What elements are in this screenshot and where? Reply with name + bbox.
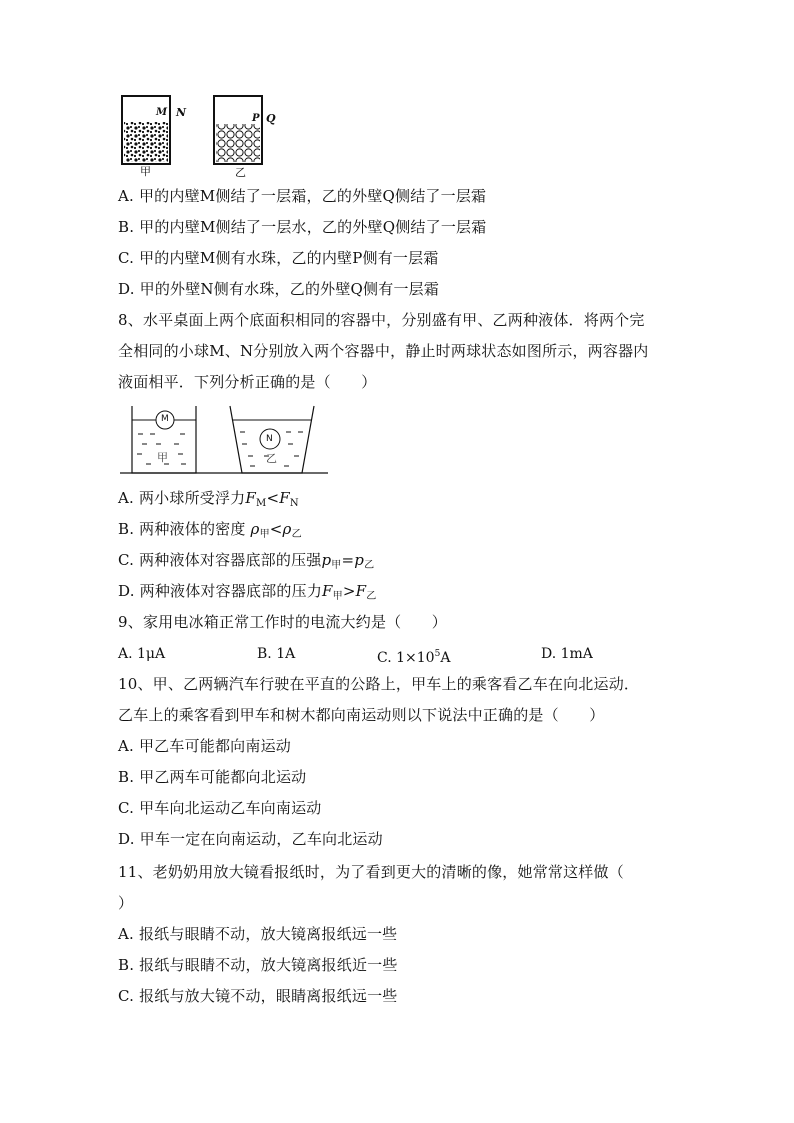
label-m: M bbox=[156, 107, 168, 118]
q8-d-rel: > bbox=[342, 582, 356, 600]
q9-c-base: C. 1×10 bbox=[377, 650, 435, 666]
q9-c-unit: A bbox=[440, 650, 451, 666]
q11-option-c: C. 报纸与放大镜不动，眼睛离报纸远一些 bbox=[118, 987, 398, 1005]
q9-option-c bbox=[377, 644, 450, 668]
q11-option-a: A. 报纸与眼睛不动，放大镜离报纸远一些 bbox=[118, 925, 398, 943]
label-n: N bbox=[176, 106, 187, 119]
q8-b-sub1: 甲 bbox=[259, 529, 270, 540]
q8-c-sub2: 乙 bbox=[364, 560, 375, 571]
q8-option-d bbox=[118, 581, 376, 607]
q9-c-exponent: 5 bbox=[434, 649, 441, 659]
ball-m-label: M bbox=[161, 414, 169, 424]
q8-b-text: B. 两种液体的密度 bbox=[118, 520, 246, 538]
q7-option-a: A. 甲的内壁M侧结了一层霜，乙的外壁Q侧结了一层霜 bbox=[118, 187, 487, 205]
q7-option-c: C. 甲的内壁M侧有水珠，乙的内壁P侧有一层霜 bbox=[118, 249, 439, 267]
q8-a-text: A. 两小球所受浮力 bbox=[118, 489, 246, 507]
q10-option-b: B. 甲乙两车可能都向北运动 bbox=[118, 768, 307, 786]
q10-option-c: C. 甲车向北运动乙车向南运动 bbox=[118, 799, 322, 817]
q11-stem-line-2: ） bbox=[118, 894, 134, 912]
q9-option-b: B. 1A bbox=[257, 646, 296, 662]
q8-option-c bbox=[118, 550, 374, 576]
q8-d-sym1: F bbox=[322, 582, 333, 600]
q7-option-b: B. 甲的内壁M侧结了一层水，乙的外壁Q侧结了一层霜 bbox=[118, 218, 487, 236]
q8-c-sym1: p bbox=[321, 551, 332, 569]
caption-jia: 甲 bbox=[140, 165, 151, 178]
q8-stem-line-2: 全相同的小球M、N分别放入两个容器中，静止时两球状态如图所示，两容器内 bbox=[118, 342, 649, 360]
q7-option-d: D. 甲的外壁N侧有水珠，乙的外壁Q侧有一层霜 bbox=[118, 280, 440, 298]
floating-balls-figure bbox=[118, 404, 330, 476]
q8-c-sym2: p bbox=[354, 551, 365, 569]
q8-a-sub2: N bbox=[289, 498, 299, 509]
q8-a-sym1: F bbox=[245, 489, 256, 507]
q10-option-a: A. 甲乙车可能都向南运动 bbox=[118, 737, 291, 755]
q8-c-text: C. 两种液体对容器底部的压强 bbox=[118, 551, 322, 569]
q10-stem-line-1: 10、甲、乙两辆汽车行驶在平直的公路上，甲车上的乘客看乙车在向北运动． bbox=[118, 675, 640, 693]
ball-n-label: N bbox=[266, 434, 273, 444]
q8-stem-line-1: 8、水平桌面上两个底面积相同的容器中，分别盛有甲、乙两种液体．将两个完 bbox=[118, 311, 645, 329]
q8-d-sub1: 甲 bbox=[332, 591, 343, 602]
q9-option-a: A. 1μA bbox=[118, 646, 166, 662]
q8-b-sym2: ρ bbox=[282, 520, 292, 538]
q8-b-sym1: ρ bbox=[250, 520, 260, 538]
q8-b-rel: < bbox=[269, 520, 283, 538]
q8-c-rel: = bbox=[341, 551, 355, 569]
q8-b-sub2: 乙 bbox=[291, 529, 302, 540]
q10-stem-line-2: 乙车上的乘客看到甲车和树木都向南运动则以下说法中正确的是（ ） bbox=[118, 706, 605, 724]
q8-option-a bbox=[118, 488, 299, 514]
liquid-jia-label: 甲 bbox=[157, 451, 168, 464]
caption-yi: 乙 bbox=[235, 166, 246, 179]
q9-stem: 9、家用电冰箱正常工作时的电流大约是（ ） bbox=[118, 613, 447, 631]
q8-a-rel: < bbox=[266, 489, 280, 507]
q10-option-d: D. 甲车一定在向南运动，乙车向北运动 bbox=[118, 830, 383, 848]
q8-d-sym2: F bbox=[355, 582, 367, 600]
q9-option-d: D. 1mA bbox=[541, 646, 593, 662]
label-p: P bbox=[252, 113, 260, 124]
q8-d-text: D. 两种液体对容器底部的压力 bbox=[118, 582, 323, 600]
q8-stem-line-3: 液面相平．下列分析正确的是（ ） bbox=[118, 373, 377, 391]
q8-a-sym2: F bbox=[279, 489, 290, 507]
q8-a-sub1: M bbox=[255, 498, 267, 509]
q8-d-sub2: 乙 bbox=[366, 591, 377, 602]
q8-c-sub1: 甲 bbox=[331, 560, 342, 571]
label-q: Q bbox=[266, 112, 276, 125]
q11-option-b: B. 报纸与眼睛不动，放大镜离报纸近一些 bbox=[118, 956, 398, 974]
q8-option-b bbox=[118, 519, 302, 545]
liquid-yi-label: 乙 bbox=[266, 452, 277, 465]
q11-stem-line-1: 11、老奶奶用放大镜看报纸时，为了看到更大的清晰的像，她常常这样做（ bbox=[118, 863, 624, 881]
